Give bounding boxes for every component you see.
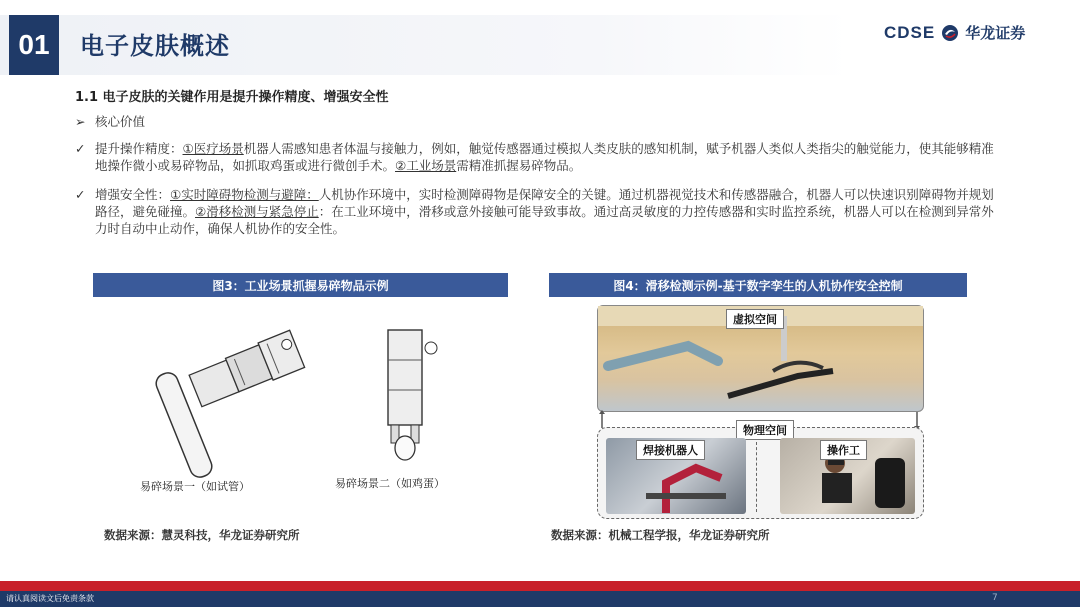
point-text: 机器人需感知患者体温与接触力，例如，触觉传感器通过模拟人类皮肤的感知机制，赋予机器人类似人类指尖的触觉能力，使其能够精准地操作微小或易碎物品，如抓取鸡蛋或进行微创手术。	[95, 141, 994, 173]
welding-robot-label: 焊接机器人	[636, 440, 705, 460]
point-tag: ①实时障碍物检测与避障：	[170, 187, 319, 202]
point-text: 人机协作环境中，实时检测障碍物是保障安全的关键。通过机器视觉技术和传感器融合，机器人可以快速识别障碍物并规划路径，避免碰撞。	[95, 187, 994, 219]
point-lead: 增强安全性：	[95, 187, 171, 202]
figure3-illustration	[93, 305, 508, 510]
point-tag: ②滑移检测与紧急停止	[195, 204, 319, 219]
virtual-space-panel	[597, 305, 924, 412]
physical-space-panel	[597, 424, 924, 519]
physical-space-label: 物理空间	[736, 420, 794, 440]
point-safety	[75, 186, 995, 237]
core-value-label: 核心价值	[95, 114, 146, 129]
footer-disclaimer: 请认真阅读文后免责条款	[6, 594, 94, 603]
logo-swirl-icon	[941, 24, 959, 42]
figure4-illustration	[597, 305, 922, 517]
arrow-bullet-icon: ➢	[75, 114, 86, 129]
section-number: 01	[9, 15, 59, 75]
logo-text-cn: 华龙证券	[965, 24, 1026, 42]
subheading: 1.1 电子皮肤的关键作用是提升操作精度、增强安全性	[75, 90, 389, 105]
check-icon: ✓	[75, 141, 86, 156]
core-value-bullet	[75, 113, 145, 130]
virtual-space-label: 虚拟空间	[726, 309, 784, 329]
page-number: 7	[992, 593, 998, 603]
figure4-title: 图4：滑移检测示例-基于数字孪生的人机协作安全控制	[549, 273, 967, 297]
logo-text-en: CDSE	[884, 22, 936, 42]
gripper-test-tube-illustration	[123, 315, 323, 495]
point-text: 需精准抓握易碎物品。	[456, 158, 582, 173]
figure3-source: 数据来源：慧灵科技，华龙证券研究所	[104, 528, 300, 542]
point-tag: ①医疗场景	[182, 141, 244, 156]
company-logo	[884, 22, 1025, 43]
figure3-title: 图3：工业场景抓握易碎物品示例	[93, 273, 508, 297]
figure3-caption-2: 易碎场景二（如鸡蛋）	[335, 477, 445, 490]
footer-blue-band	[0, 591, 1080, 607]
point-precision	[75, 140, 995, 174]
footer-red-band	[0, 581, 1080, 591]
point-tag: ②工业场景	[395, 158, 457, 173]
figure4-source: 数据来源：机械工程学报，华龙证券研究所	[551, 528, 770, 542]
operator-photo	[780, 438, 915, 514]
gripper-egg-illustration	[353, 320, 473, 470]
point-lead: 提升操作精度：	[95, 141, 183, 156]
page-title: 电子皮肤概述	[80, 32, 230, 60]
operator-label: 操作工	[820, 440, 867, 460]
welding-robot-photo	[606, 438, 746, 514]
figure3-caption-1: 易碎场景一（如试管）	[140, 480, 250, 493]
divider	[756, 442, 757, 512]
check-icon: ✓	[75, 187, 86, 202]
point-text: ：在工业环境中，滑移或意外接触可能导致事故。通过高灵敏度的力控传感器和实时监控系统，机器人可以在检测到异常外力时自动中止动作，确保人机协作的安全性。	[95, 204, 994, 236]
